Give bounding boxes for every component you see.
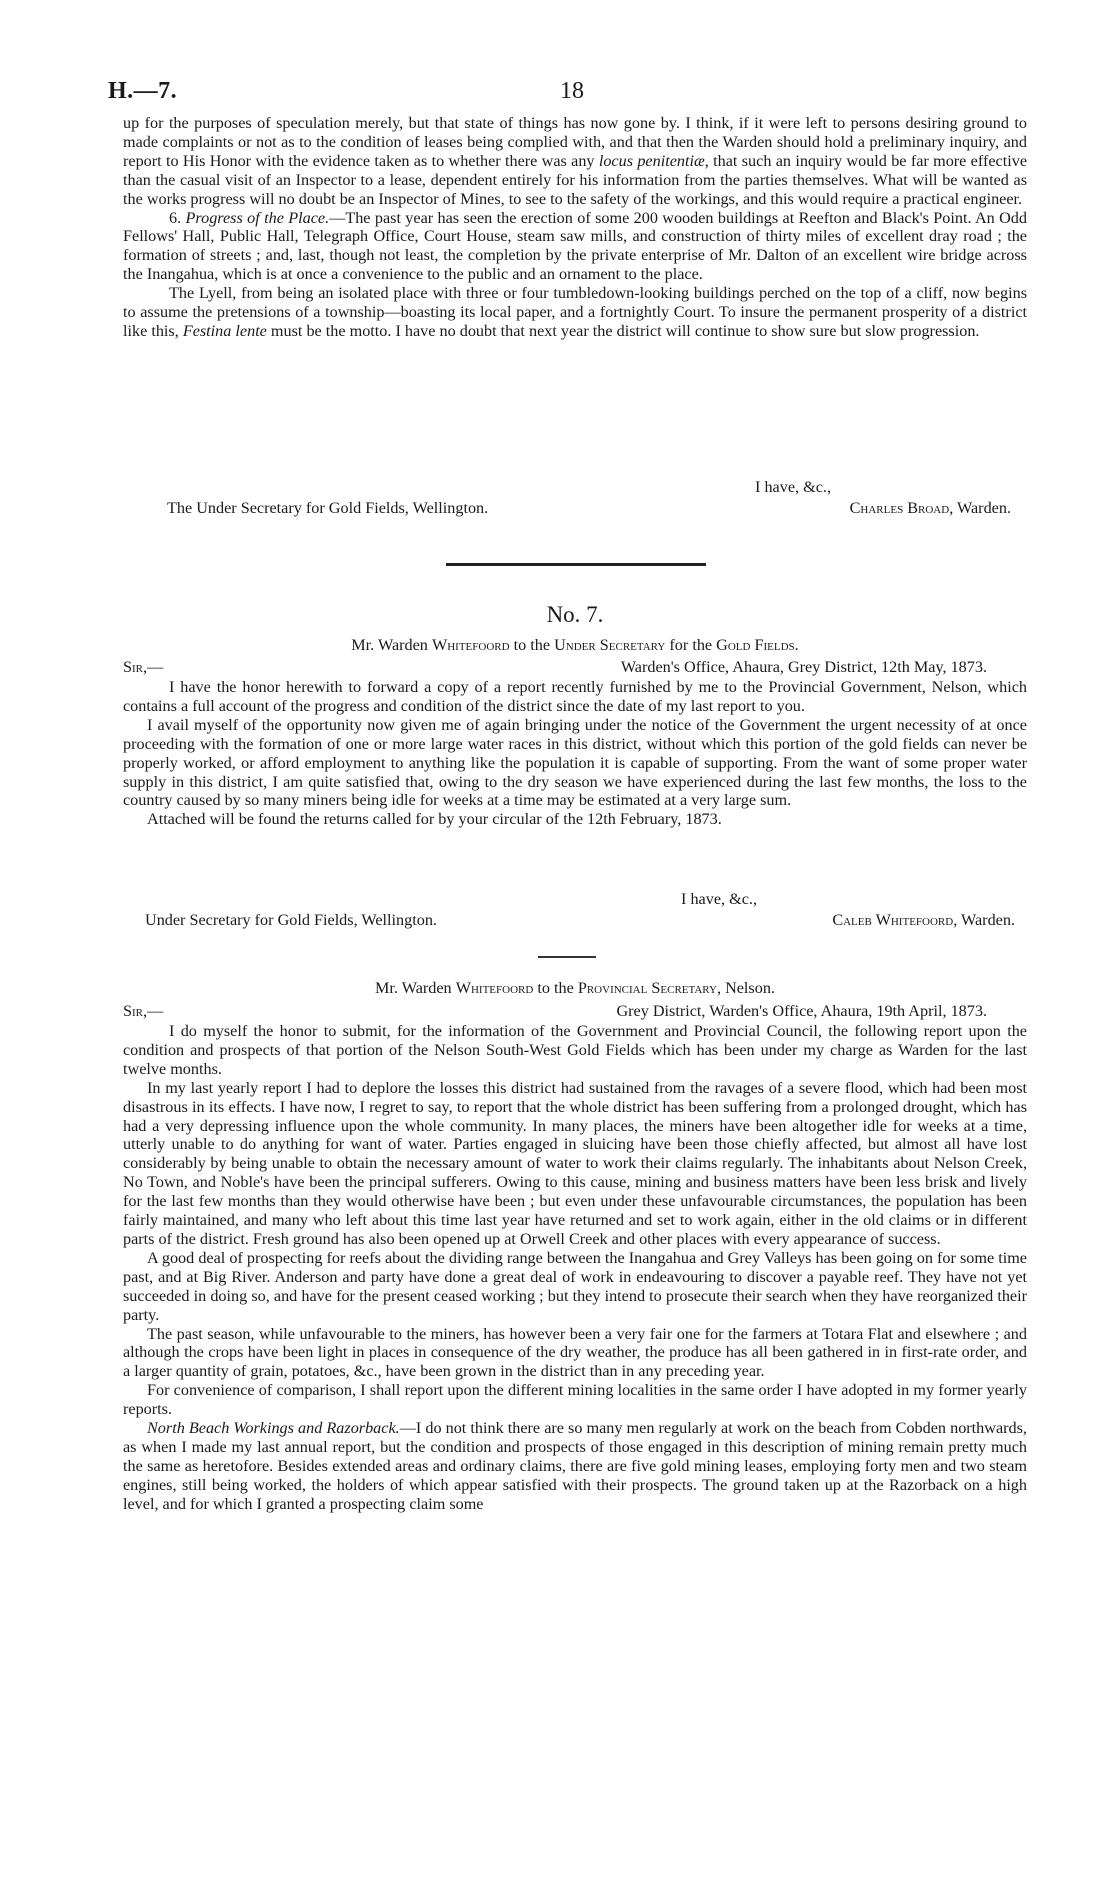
small-caps-text: Gold Fields [716, 636, 795, 654]
text-run: In my last yearly report I had to deplore the losses this district had sustained from the ravages of a severe flood, which had been most disastrous in its effects. I have now, I regret to say, to report that the whole district has been suffering from a prolonged drought, which has had a very depressing influence upon the whole community. In many places, the miners have been altogether idle for weeks at a time, utterly unable to do anything for want of water. Parties engaged in sluicing have been those chiefly affected, but almost all have lost considerably by being unable to obtain the necessary amount of water to work their claims regularly. The inhabitants about Nelson Creek, No Town, and Noble's have been the principal sufferers. Owing to this cause, mining and business matters have been less brisk and lively for the last few months than they would otherwise have been ; but even under these unfavourable circumstances, the population has been fairly maintained, and many who left about this time last year have returned and set to work again, either in the old claims or in different parts of the district. Fresh ground has also been opened up at Orwell Creek and other places with every appearance of success. [123, 1078, 1027, 1248]
text-run: Attached will be found the returns called for by your circular of the 12th February, 1873. [147, 810, 722, 829]
paragraph [123, 1325, 1027, 1382]
section-title: No. 7. [546, 602, 604, 627]
text-run: For convenience of comparison, I shall report upon the different mining localities in the same order I have adopted in my former yearly reports. [123, 1381, 1027, 1419]
text-run: to the [533, 979, 578, 997]
closing-addressee: Under Secretary for Gold Fields, Wellington. [145, 911, 437, 929]
italic-text: locus penitentiæ [598, 151, 705, 170]
dateline: Grey District, Warden's Office, Ahaura, 19th April, 1873. [616, 1002, 987, 1020]
small-caps-text: Whitefoord [431, 636, 510, 654]
text-run: —The past year has seen the erection of some 200 wooden buildings at Reefton and Black's Point. An Odd Fellows' Hall, Public Hall, Telegraph Office, Court House, steam saw mills, and construction of thirty miles of excellent dray road ; the formation of streets ; and, last, though not least, the completion by the private enterprise of Mr. Dalton of an excellent wire bridge across the Inangahua, which is at once a convenience to the public and an ornament to the place. [123, 208, 1027, 284]
letter-salutation-row [123, 1002, 1027, 1021]
intro-text [123, 114, 1027, 341]
letter-salutation-row [123, 658, 1027, 677]
section-divider [446, 563, 706, 566]
closing-i-have-row [123, 890, 1027, 909]
paragraph [123, 716, 1027, 811]
letter-body [123, 678, 1027, 829]
paragraph [123, 810, 1027, 829]
text-run: Mr. Warden [351, 636, 432, 654]
paragraph [123, 1381, 1027, 1419]
paragraph [123, 1249, 1027, 1325]
closing-signature-row [123, 499, 1027, 518]
closing-i-have: I have, &c., [681, 890, 757, 908]
paragraph-progress-of-place [123, 209, 1027, 285]
paragraph [123, 678, 1027, 716]
italic-text: Festina lente [182, 321, 267, 340]
small-caps-text: Provincial Secretary [577, 979, 717, 997]
salutation: Sir,— [123, 658, 164, 676]
text-run: Mr. Warden [375, 979, 456, 997]
text-run: The past season, while unfavourable to the miners, has however been a very fair one for the farmers at Totara Flat and elsewhere ; and although the crops have been light in places in consequence of the dry weather, the produce has all been gathered in in first-rate order, and a larger quantity of grain, potatoes, &c., have been grown in the district than in any preceding year. [123, 1324, 1027, 1381]
letter-body [123, 1022, 1027, 1514]
small-caps-text: Under Secretary [554, 636, 666, 654]
text-run: The Lyell, from being an isolated place with three or four tumbledown-looking buildings perched on the top of a cliff, now begins to assume the pretensions of a township—boasting its local paper, and a fortnightly Court. To insure the permanent prosperity of a district like this, [123, 284, 1027, 340]
paragraph-north-beach [123, 1419, 1027, 1514]
short-divider [538, 956, 596, 958]
closing-signature-row [123, 911, 1027, 930]
dateline: Warden's Office, Ahaura, Grey District, 12th May, 1873. [620, 658, 987, 676]
text-run: . [794, 636, 799, 654]
text-run: up for the purposes of speculation merely, but that state of things has now gone by. I think, if it were left to persons desiring ground to made complaints or not as to the condition of leases being complied with, and that then the Warden should hold a preliminary inquiry, and report to His Honor with the evidence taken as to whether there was any [123, 114, 1027, 170]
text-run: I do myself the honor to submit, for the information of the Government and Provincial Council, the following report upon the condition and prospects of that portion of the Nelson South-West Gold Fields which has been under my charge as Warden for the last twelve months. [123, 1022, 1027, 1078]
paragraph [123, 1022, 1027, 1079]
text-run: —I do not think there are so many men regularly at work on the beach from Cobden northwards, as when I made my last annual report, but the condition and prospects of those engaged in this description of mining remain pretty much the same as heretofore. Besides extended areas and ordinary claims, there are five gold mining leases, employing forty men and two steam engines, still being worked, the holders of which appear satisfied with their prospects. The ground taken up at the Razorback on a high level, and for which I granted a prospecting claim some [123, 1419, 1027, 1513]
signature-role: Warden. [957, 499, 1011, 517]
text-run: 6. [169, 208, 186, 227]
closing-addressee: The Under Secretary for Gold Fields, Wellington. [167, 499, 489, 517]
signature-name: Charles Broad, [849, 499, 954, 517]
text-run: , that such an inquiry would be far more effective than the casual visit of an Inspector to a lease, dependent entirely for his information from the parties themselves. What will be wanted as the works progress will no doubt be an Inspector of Mines, to see to the safety of the workings, and this would require a practical engineer. [123, 151, 1028, 208]
letter-heading [123, 636, 1027, 655]
closing-i-have-row [123, 478, 1027, 497]
salutation: Sir,— [123, 1002, 164, 1020]
closing-signature [850, 499, 1011, 518]
signature-role: Warden. [961, 911, 1015, 929]
text-run: for the [665, 636, 717, 654]
text-run: to the [509, 636, 555, 654]
signature-name: Caleb Whitefoord, [832, 911, 958, 929]
text-run: A good deal of prospecting for reefs about the dividing range between the Inangahua and Grey Valleys has been going on for some time past, and at Big River. Anderson and party have done a great deal of work in endeavouring to discover a payable reef. They have not yet succeeded in doing so, and have for the present ceased working ; but they intend to prosecute their search when they have reorganized their party. [123, 1248, 1027, 1324]
page-number: 18 [560, 78, 584, 104]
text-run: must be the motto. I have no doubt that next year the district will continue to show sure but slow progression. [266, 321, 980, 340]
letter-heading [123, 979, 1027, 998]
italic-text: Progress of the Place. [185, 208, 330, 227]
paragraph [123, 114, 1027, 209]
small-caps-text: Whitefoord [455, 979, 534, 997]
text-run: I avail myself of the opportunity now given me of again bringing under the notice of the Government the urgent necessity of at once proceeding with the formation of one or more large water races in this district, without which this portion of the gold fields can never be properly worked, or afford employment to anything like the population it is capable of supporting. From the want of some proper water supply in this district, I am quite satisfied that, owing to the dry season we have experienced during the last few months, the loss to the country caused by so many miners being idle for weeks at a time may be estimated at a very large sum. [123, 715, 1027, 810]
paragraph-lyell [123, 284, 1027, 341]
closing-i-have: I have, &c., [755, 478, 831, 496]
closing-signature [832, 911, 1015, 930]
report-code: H.—7. [108, 78, 178, 104]
text-run: , Nelson. [716, 979, 775, 997]
paragraph [123, 1079, 1027, 1249]
italic-text: North Beach Workings and Razorback. [147, 1419, 400, 1438]
text-run: I have the honor herewith to forward a copy of a report recently furnished by me to the Provincial Government, Nelson, which contains a full account of the progress and condition of the district since the date of my last report to you. [123, 678, 1027, 715]
